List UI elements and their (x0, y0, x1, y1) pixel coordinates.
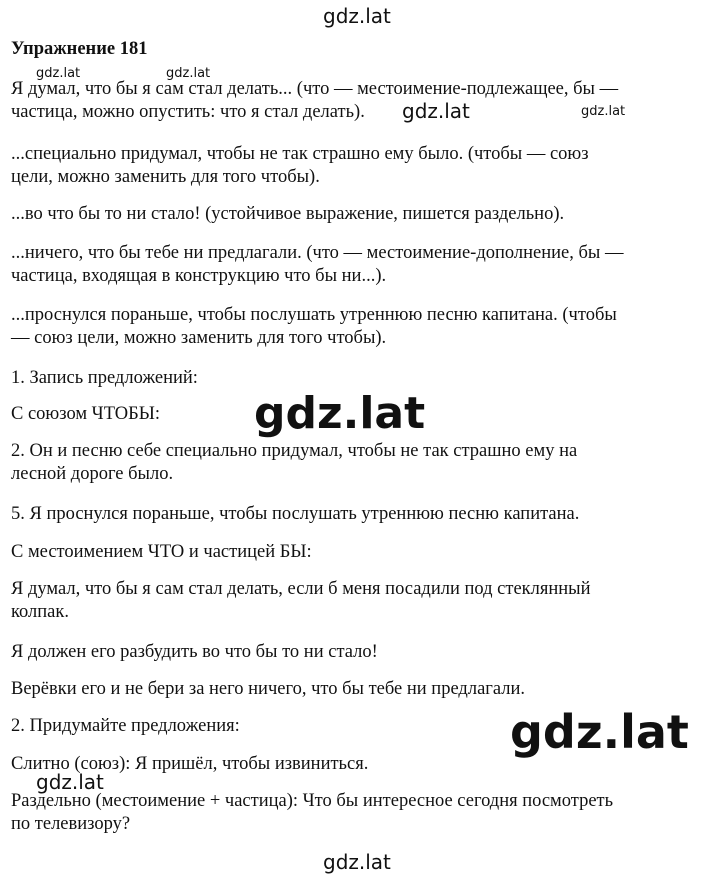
text-line-16: Я думал, что бы я сам стал делать, если б меня посадили под стеклянный (11, 579, 591, 599)
text-line-13: лесной дороге было. (11, 464, 174, 484)
text-line-6: ...ничего, что бы тебе ни предлагали. (что — местоимение-дополнение, бы — (11, 243, 624, 263)
text-line-7: частица, входящая в конструкцию что бы ни...). (11, 266, 387, 286)
exercise-title: Упражнение 181 (11, 39, 148, 59)
text-line-23: по телевизору? (11, 814, 131, 834)
text-line-3: ...специально придумал, чтобы не так страшно ему было. (чтобы — союз (11, 144, 589, 164)
text-line-4: цели, можно заменить для того чтобы). (11, 167, 320, 187)
text-line-17: колпак. (11, 602, 70, 622)
text-line-12: 2. Он и песню себе специально придумал, чтобы не так страшно ему на (11, 441, 578, 461)
text-line-22: Раздельно (местоимение + частица): Что бы интересное сегодня посмотреть (11, 791, 614, 811)
text-line-9: — союз цели, можно заменить для того чтобы). (11, 328, 387, 348)
text-line-2: частица, можно опустить: что я стал делать). (11, 102, 365, 122)
watermark-line2-a: gdz.lat (402, 99, 470, 123)
text-line-8: ...проснулся пораньше, чтобы послушать утреннюю песню капитана. (чтобы (11, 305, 617, 325)
section-heading-invent: 2. Придумайте предложения: (11, 716, 240, 736)
watermark-line1-a: gdz.lat (36, 66, 81, 81)
watermark-lower-big: gdz.lat (510, 705, 689, 759)
text-line-19: Верёвки его и не бери за него ничего, что бы тебе ни предлагали. (11, 679, 525, 699)
text-line-5: ...во что бы то ни стало! (устойчивое выражение, пишется раздельно). (11, 204, 565, 224)
subheading-pronoun-particle: С местоимением ЧТО и частицей БЫ: (11, 542, 312, 562)
section-heading-record: 1. Запись предложений: (11, 368, 198, 388)
watermark-top: gdz.lat (323, 4, 391, 28)
watermark-lower-small: gdz.lat (36, 770, 104, 794)
watermark-line2-b: gdz.lat (581, 104, 626, 119)
text-line-18: Я должен его разбудить во что бы то ни стало! (11, 642, 378, 662)
text-line-1: Я думал, что бы я сам стал делать... (что — местоимение-подлежащее, бы — (11, 79, 619, 99)
watermark-mid-big: gdz.lat (254, 388, 426, 439)
subheading-conjunction: С союзом ЧТОБЫ: (11, 404, 161, 424)
watermark-line1-b: gdz.lat (166, 66, 211, 81)
text-line-14: 5. Я проснулся пораньше, чтобы послушать утреннюю песню капитана. (11, 504, 580, 524)
text-line-21: Слитно (союз): Я пришёл, чтобы извиниться. (11, 754, 369, 774)
watermark-bottom: gdz.lat (323, 850, 391, 874)
